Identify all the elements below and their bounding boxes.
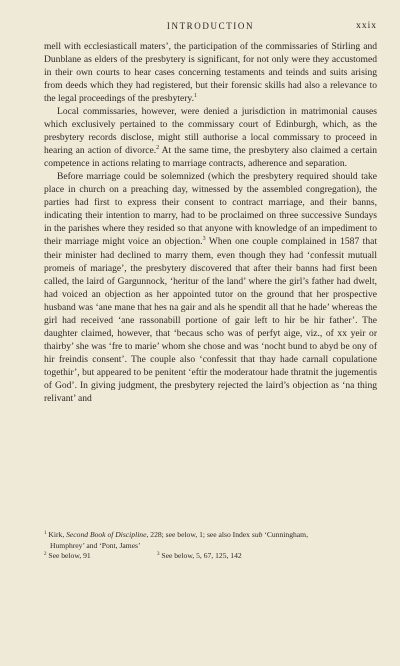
body-text [44,40,377,405]
footnote-2 [44,551,157,562]
text-run: Kirk, [46,530,67,539]
running-head-title: INTRODUCTION [166,21,255,31]
footnote-1 [44,530,377,541]
footnote-1-marker: 1 [44,531,47,536]
running-head [44,21,377,35]
footnote-2-text: See below, 91 [46,551,91,561]
paragraph-commissaries-as-elders [44,40,377,105]
footnote-reference: 3 [202,236,206,243]
footnote-reference: 1 [193,93,197,100]
italic-text: Second Book of Discipline [66,530,147,539]
footnote-3-marker: 3 [157,552,160,558]
footnote-3-text: See below, 5, 67, 125, 142 [159,551,242,561]
footnote-1-continuation: Humphrey’ and ‘Pont, James’ [50,540,141,550]
text-run: At the same time, the presbytery also claimed a certain competence in actions relating to marriage contracts, adherence and separation. [44,145,378,170]
footnote-2-marker: 2 [44,552,47,558]
footnote-row [44,551,377,562]
page-number: xxix [356,21,377,31]
italic-text: sub [251,530,263,539]
text-run: , 228; see below, 1; see also Index [146,530,252,539]
text-run: Before marriage could be solemnized (which the presbytery required should take place in church on a preaching day, witnessed by the assembled congregation), the parties had first to express their consent to contract marriage, and their banns, indicating their intention to marry, had to be proclaimed on three successive Sundays in the parishes where they resided so that anyone with knowledge of an impediment to their marriage might voice an objection. [44,171,377,248]
text-run: ‘Cunningham, [262,530,308,539]
footnotes [44,530,377,562]
footnote-reference: 2 [156,145,160,152]
text-run: Local commissaries, however, were denied a jurisdiction in matrimonial causes which exclusively pertained to the commissary court of Edinburgh, which, as the presbytery records disclose, might still authorise a local commissary to proceed in hearing an action of divorce. [44,106,377,157]
footnote-3 [157,551,377,562]
paragraph-matrimonial-jurisdiction [44,105,377,170]
text-run: mell with ecclesiasticall maters’, the participation of the commissaries of Stirling and Dunblane as elders of the presbytery is significant, for not only were they accustomed in their own courts to hear cases concerning testaments and teinds and suits arising from deeds which they had registered, but their forensic skills had also a relevance to the legal proceedings of the presbytery. [44,41,377,105]
text-run: When one couple complained in 1587 that their minister had declined to marry them, even though they had ‘confessit mutuall promeis of mariage’, the presbytery discovered that after their banns had first been called, the laird of Gargunnock, ‘heritur of the land’ where the girl’s father had dwelt, had voiced an objection as her appointed tutor on the ground that her prospective husband was ‘ane mane that hes na gair and als he spendit all that he hade’ whereas the girl had received ‘ane rassonabill portione of gair left to hir be hir father’. The daughter claimed, however, that ‘becaus scho was of perfyt aige, viz., of xx yeir or thairby’ she was ‘fre to marie’ whom she chose and was ‘nocht bund to abyd be ony of hir freindis consent’. The couple also ‘confessit that thay hade carnall copulatione togethir’, but appeared to be penitent ‘eftir the moderatour hade thratnit the jugementis of God’. In giving judgment, the presbytery rejected the laird’s objection as ‘na thing relivant’ and [44,236,377,404]
paragraph-solemnization-of-marriage [44,170,377,405]
